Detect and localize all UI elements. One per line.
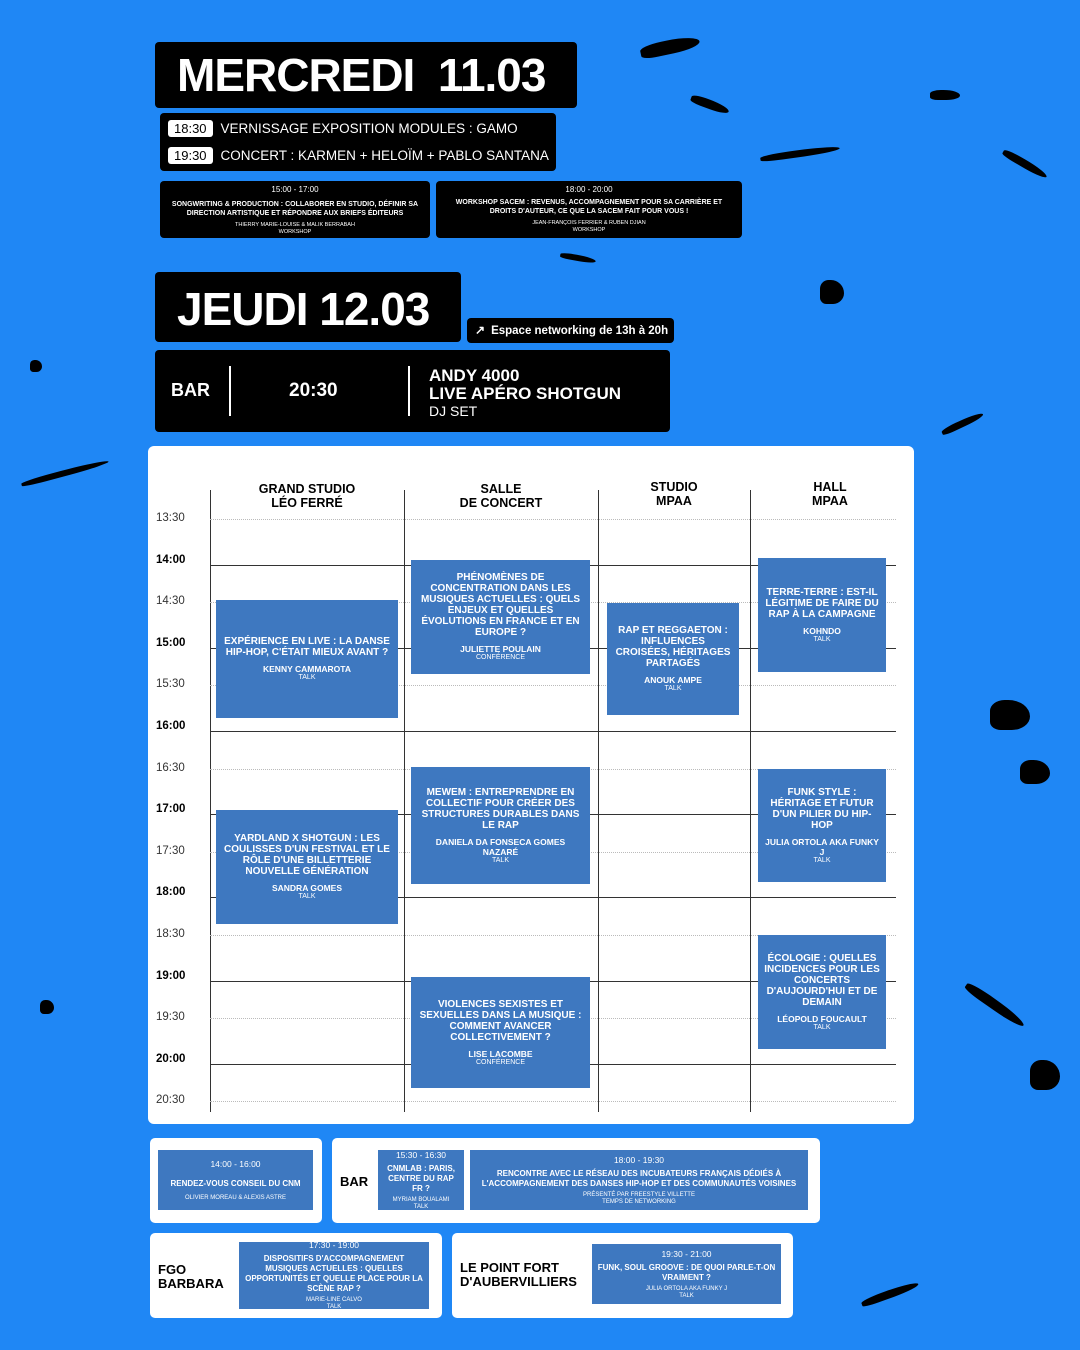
divider <box>229 366 231 416</box>
event-title: RAP ET REGGAETON : INFLUENCES CROISÉES, HÉRITAGES PARTAGÉS <box>615 625 731 669</box>
workshop-time: 15:00 - 17:00 <box>271 185 319 194</box>
event-card <box>607 603 739 715</box>
event-type: TALK <box>813 635 831 643</box>
divider <box>408 366 410 416</box>
event-speaker: OLIVIER MOREAU & ALEXIS ASTRE <box>184 1194 287 1201</box>
venue-line1: LE POINT FORT <box>460 1260 559 1275</box>
event-speaker: PRÉSENTÉ PAR FREESTYLE VILLETTE <box>583 1191 695 1198</box>
time-label: 18:00 <box>156 886 186 899</box>
event-card <box>592 1244 781 1304</box>
column-header <box>210 482 404 510</box>
workshop-speaker: JEAN-FRANÇOIS FERRIER & RUBEN DJIAN <box>532 220 646 226</box>
event-time-chip: 19:30 <box>168 147 213 164</box>
workshop-card <box>436 181 742 238</box>
event-time: 14:00 - 16:00 <box>210 1158 261 1169</box>
column-header-line2: LÉO FERRÉ <box>271 496 343 510</box>
workshop-card <box>160 181 430 238</box>
time-label: 14:30 <box>156 595 185 608</box>
event-type: TALK <box>326 1304 342 1310</box>
time-label: 16:00 <box>156 720 186 732</box>
hour-line <box>210 731 896 732</box>
bar-line2: LIVE APÉRO SHOTGUN <box>429 384 622 403</box>
venue-line1: FGO <box>158 1262 187 1277</box>
column-header <box>598 480 750 508</box>
event-time: 17:30 - 19:00 <box>308 1240 360 1250</box>
event-speaker: LÉOPOLD FOUCAULT <box>777 1013 867 1024</box>
workshop-type: WORKSHOP <box>278 229 312 235</box>
bar-line1: ANDY 4000 <box>429 366 520 385</box>
event-title: FUNK, SOUL GROOVE : DE QUOI PARLE-T-ON VRAIMENT ? <box>597 1262 776 1282</box>
event-title: RENDEZ-VOUS CONSEIL DU CNM <box>170 1178 301 1188</box>
event-card <box>411 977 590 1088</box>
event-speaker: KENNY CAMMAROTA <box>263 664 351 674</box>
column-header-line1: HALL <box>813 480 847 494</box>
event-card <box>411 560 590 674</box>
event-type: TALK <box>664 685 682 692</box>
cnm-panel <box>150 1138 322 1223</box>
time-label: 20:00 <box>156 1052 186 1065</box>
half-hour-line <box>210 519 896 520</box>
event-card <box>158 1150 313 1210</box>
event-type: TEMPS DE NETWORKING <box>602 1198 676 1205</box>
time-label: 19:30 <box>156 1011 185 1024</box>
event-speaker: JULIETTE POULAIN <box>460 644 541 654</box>
event-title: PHÉNOMÈNES DE CONCENTRATION DANS LES MUSIQUES ACTUELLES : QUELS ENJEUX ET QUELLES ÉVOLUTIONS EN FRANCE ET EN EUROPE ? <box>420 572 581 638</box>
event-time: 19:30 - 21:00 <box>661 1248 712 1259</box>
bar-time: 20:30 <box>289 380 338 401</box>
event-speaker: ANOUK AMPE <box>644 675 702 685</box>
bar-headline-box <box>155 350 670 432</box>
event-time: 15:30 - 16:30 <box>395 1149 447 1160</box>
event-time: 18:00 - 19:30 <box>613 1154 665 1165</box>
column-header-line2: MPAA <box>656 494 692 508</box>
event-speaker: JULIA ORTOLA AKA FUNKY J <box>765 836 879 857</box>
column-header-line2: MPAA <box>812 494 848 508</box>
time-label: 18:30 <box>156 928 185 940</box>
event-type: TALK <box>492 856 509 864</box>
arrow-up-right-icon: ↗ <box>475 323 486 337</box>
pointfort-panel <box>452 1233 793 1318</box>
event-speaker: MYRIAM BOUALAMI <box>392 1196 450 1203</box>
networking-text: Espace networking de 13h à 20h <box>491 325 669 337</box>
event-time-chip: 18:30 <box>168 120 213 137</box>
time-label: 15:30 <box>156 678 185 691</box>
event-type: CONFÉRENCE <box>475 654 525 661</box>
workshop-type: WORKSHOP <box>572 227 606 233</box>
event-title: MEWEM : ENTREPRENDRE EN COLLECTIF POUR CRÉER DES STRUCTURES DURABLES DANS LE RAP <box>421 786 580 831</box>
time-label: 13:30 <box>156 512 185 524</box>
pointfort-venue <box>460 1261 577 1289</box>
workshop-title: WORKSHOP SACEM : REVENUS, ACCOMPAGNEMENT POUR SA CARRIÈRE ET DROITS D'AUTEUR, CE QUE LA SACEM FAIT POUR VOUS ! <box>455 199 723 215</box>
event-title: CNMLAB : PARIS, CENTRE DU RAP FR ? <box>387 1163 455 1193</box>
event-title: EXPÉRIENCE EN LIVE : LA DANSE HIP-HOP, C'ÉTAIT MIEUX AVANT ? <box>224 636 390 658</box>
event-card <box>758 935 886 1049</box>
event-speaker: KOHNDO <box>803 625 841 636</box>
bar-venue: BAR <box>171 380 210 400</box>
time-label: 17:00 <box>156 803 186 816</box>
event-title: RENCONTRE AVEC LE RÉSEAU DES INCUBATEURS FRANÇAIS DÉDIÉS À L'ACCOMPAGNEMENT DES DANSES HIP-HOP ET DES COMMUNAUTÉS VOISINES <box>481 1168 797 1188</box>
event-card <box>758 558 886 672</box>
workshop-speaker: THIERRY MARIE-LOUISE & MALIK BERRABAH <box>235 222 355 228</box>
event-speaker: DANIELA DA FONSECA GOMES NAZARÉ <box>435 836 566 857</box>
event-type: CONFÉRENCE <box>475 1058 525 1066</box>
event-card <box>411 767 590 884</box>
event-type: TALK <box>813 856 831 864</box>
column-header-line1: STUDIO <box>650 480 698 494</box>
workshop-time: 18:00 - 20:00 <box>565 185 613 194</box>
event-title: ÉCOLOGIE : QUELLES INCIDENCES POUR LES CONCERTS D'AUJOURD'HUI ET DE DEMAIN <box>764 952 880 1008</box>
half-hour-line <box>210 1101 896 1102</box>
time-label: 14:00 <box>156 553 186 566</box>
event-type: TALK <box>298 674 316 681</box>
event-title: TERRE-TERRE : EST-IL LÉGITIME DE FAIRE DU RAP À LA CAMPAGNE <box>765 586 879 620</box>
event-title: FUNK STYLE : HÉRITAGE ET FUTUR D'UN PILIER DU HIP-HOP <box>770 786 874 831</box>
event-card <box>470 1150 808 1210</box>
fgo-panel <box>150 1233 442 1318</box>
time-label: 19:00 <box>156 969 186 982</box>
bar-line3: DJ SET <box>429 403 478 419</box>
venue-line2: BARBARA <box>158 1276 224 1291</box>
event-type: TALK <box>813 1023 831 1031</box>
column-header-line1: SALLE <box>480 482 522 496</box>
event-type: TALK <box>679 1292 694 1299</box>
bar-panel <box>332 1138 820 1223</box>
workshop-title: SONGWRITING & PRODUCTION : COLLABORER EN STUDIO, DÉFINIR SA DIRECTION ARTISTIQUE ET RÉPONDRE AUX BRIEFS ÉDITEURS <box>171 201 419 217</box>
time-label: 16:30 <box>156 761 185 774</box>
column-header <box>404 482 598 510</box>
mercredi-title: MERCREDI 11.03 <box>155 42 577 108</box>
event-label: CONCERT : KARMEN + HELOÏM + PABLO SANTANA <box>220 148 549 163</box>
event-card <box>378 1150 464 1210</box>
mercredi-events-box <box>160 113 556 171</box>
event-type: TALK <box>413 1203 429 1210</box>
time-label: 20:30 <box>156 1094 185 1107</box>
event-speaker: SANDRA GOMES <box>271 883 343 893</box>
event-title: VIOLENCES SEXISTES ET SEXUELLES DANS LA MUSIQUE : COMMENT AVANCER COLLECTIVEMENT ? <box>419 998 582 1043</box>
event-label: VERNISSAGE EXPOSITION MODULES : GAMO <box>220 121 518 136</box>
time-label: 15:00 <box>156 636 186 649</box>
event-card <box>758 769 886 882</box>
event-speaker: LISE LACOMBE <box>468 1048 533 1059</box>
jeudi-title: JEUDI 12.03 <box>155 272 461 342</box>
time-label: 17:30 <box>156 844 185 857</box>
schedule-grid <box>148 446 914 1124</box>
column-header <box>750 480 910 508</box>
event-type: TALK <box>298 893 316 900</box>
networking-badge <box>467 318 674 343</box>
event-speaker: MARIE-LINE CALVO <box>306 1297 362 1303</box>
mercredi-event-row <box>168 120 518 137</box>
event-speaker: JULIA ORTOLA AKA FUNKY J <box>645 1285 728 1292</box>
event-card <box>239 1242 429 1309</box>
column-header-line2: DE CONCERT <box>459 496 543 510</box>
mercredi-event-row <box>168 147 549 164</box>
bar-venue: BAR <box>340 1174 369 1189</box>
event-title: DISPOSITIFS D'ACCOMPAGNEMENT MUSIQUES ACTUELLES : QUELLES OPPORTUNITÉS ET QUELLE PLACE POUR LA SCÈNE RAP ? <box>245 1254 423 1293</box>
event-card <box>216 810 398 924</box>
venue-line2: D'AUBERVILLIERS <box>460 1274 577 1289</box>
event-card <box>216 600 398 718</box>
fgo-venue <box>158 1263 224 1291</box>
event-title: YARDLAND X SHOTGUN : LES COULISSES D'UN FESTIVAL ET LE RÔLE D'UNE BILLETTERIE NOUVELLE GÉNÉRATION <box>224 833 390 877</box>
column-header-line1: GRAND STUDIO <box>258 482 356 496</box>
